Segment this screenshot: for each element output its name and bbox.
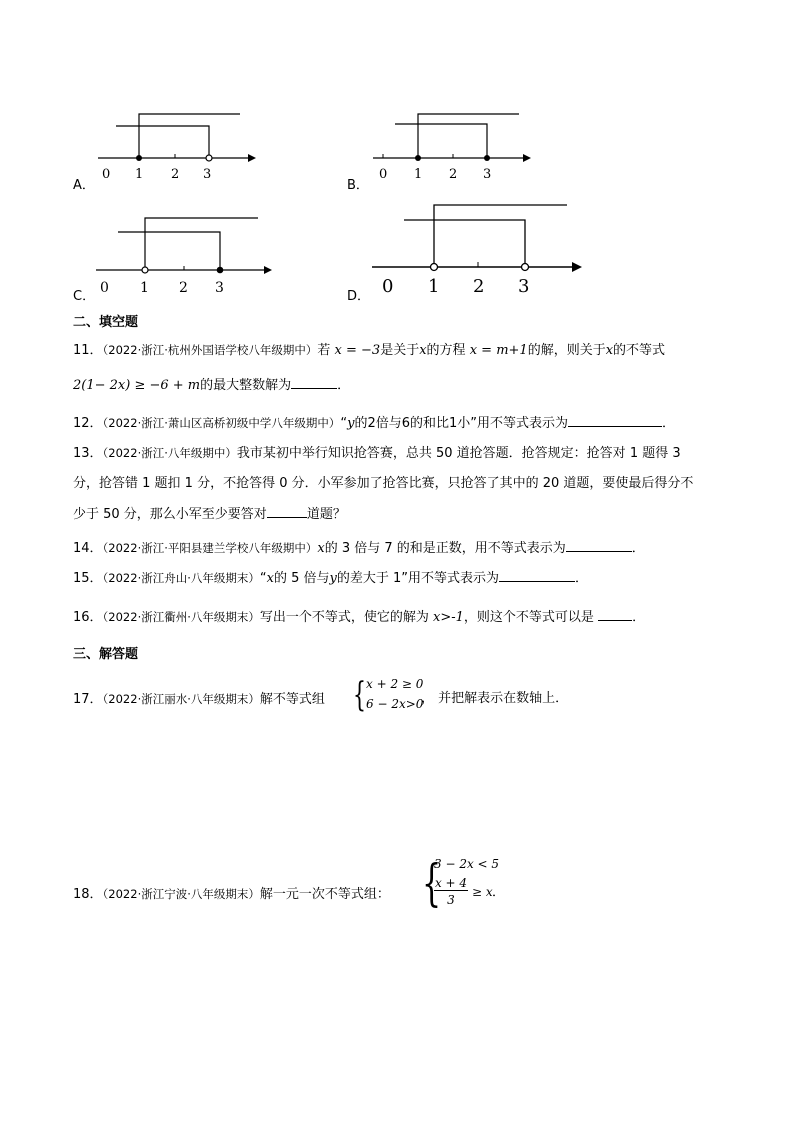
answer-blank[interactable] xyxy=(568,414,662,427)
q17-ineq1: x + 2 ≥ 0 xyxy=(366,677,424,691)
tick-3: 3 xyxy=(215,280,224,296)
question-16: 16．（2022·浙江衢州·八年级期末）写出一个不等式，使它的解为 x>-1，则这个不等式可以是 ． xyxy=(73,610,646,625)
question-source: （2022·浙江·八年级期中） xyxy=(102,446,237,460)
brace-18: { xyxy=(422,854,442,912)
tick-2: 2 xyxy=(179,280,188,296)
tick-2: 2 xyxy=(449,167,458,182)
tick-0: 0 xyxy=(379,167,388,182)
answer-blank[interactable] xyxy=(499,569,575,582)
question-15: 15．（2022·浙江舟山·八年级期末）“x的 5 倍与y的差大于 1”用不等式表示为 ． xyxy=(73,571,589,586)
tick-3: 3 xyxy=(203,167,212,182)
answer-blank[interactable] xyxy=(267,505,307,518)
question-number: 14． xyxy=(73,541,103,556)
question-source: （2022·浙江丽水·八年级期末） xyxy=(102,692,260,706)
q18-ineq2-tail: ≥ x xyxy=(472,885,493,899)
tick-1: 1 xyxy=(428,276,440,297)
tick-1: 1 xyxy=(140,280,149,296)
question-18-end: ． xyxy=(492,885,506,900)
question-14: 14．（2022·浙江·平阳县建兰学校八年级期中）x的 3 倍与 7 的和是正数，用不等式表示为 ． xyxy=(73,541,645,556)
tick-2: 2 xyxy=(171,167,180,182)
question-source: （2022·浙江宁波·八年级期末） xyxy=(102,887,260,901)
question-17-end: ， 并把解表示在数轴上． xyxy=(421,691,569,706)
answer-blank[interactable] xyxy=(566,539,632,552)
question-source: （2022·浙江·萧山区高桥初级中学八年级期中） xyxy=(102,416,341,430)
q18-ineq1: 3 − 2x < 5 xyxy=(434,857,500,871)
option-a-label: A． xyxy=(73,178,95,193)
tick-2: 2 xyxy=(473,276,485,297)
question-source: （2022·浙江衢州·八年级期末） xyxy=(102,610,260,624)
tick-3: 3 xyxy=(483,167,492,182)
question-12: 12．（2022·浙江·萧山区高桥初级中学八年级期中）“y的2倍与6的和比1小”用不等式表示为 ． xyxy=(73,416,676,431)
question-number: 16． xyxy=(73,610,103,625)
brace-17: { xyxy=(353,675,366,715)
option-d-label: D． xyxy=(347,289,371,304)
answer-blank[interactable] xyxy=(291,376,337,389)
question-number: 11． xyxy=(73,343,103,358)
question-18: 18．（2022·浙江宁波·八年级期末）解一元一次不等式组： xyxy=(73,887,390,902)
question-17: 17．（2022·浙江丽水·八年级期末）解不等式组 xyxy=(73,692,325,707)
tick-1: 1 xyxy=(414,167,423,182)
q18-frac-numerator: x + 4 xyxy=(434,876,468,890)
section-fill-in-title: 二、填空题 xyxy=(73,315,139,330)
question-source: （2022·浙江舟山·八年级期末） xyxy=(102,571,260,585)
option-c-number-line xyxy=(92,210,278,296)
question-source: （2022·浙江·杭州外国语学校八年级期中） xyxy=(102,343,318,357)
question-number: 13． xyxy=(73,446,103,461)
option-b-number-line xyxy=(367,106,537,186)
answer-blank[interactable] xyxy=(598,608,632,621)
question-13-line1: 13．（2022·浙江·八年级期中）我市某初中举行知识抢答赛，总共 50 道抢答题．抢答规定：抢答对 1 题得 3 xyxy=(73,446,681,461)
question-number: 17． xyxy=(73,692,103,707)
question-11-line1: 11．（2022·浙江·杭州外国语学校八年级期中）若 x = −3是关于x的方程 x = m+1的解，则关于x的不等式 xyxy=(73,343,666,358)
tick-0: 0 xyxy=(100,280,109,296)
question-13-line3: 少于 50 分，那么小军至少要答对 道题？ xyxy=(73,507,346,522)
option-a-number-line xyxy=(92,106,262,186)
option-c-label: C． xyxy=(73,289,96,304)
q17-ineq2: 6 − 2x>0 xyxy=(366,697,424,711)
tick-1: 1 xyxy=(135,167,144,182)
tick-0: 0 xyxy=(382,276,394,297)
question-number: 12． xyxy=(73,416,103,431)
tick-3: 3 xyxy=(518,276,530,297)
option-d-number-line xyxy=(368,198,590,300)
question-source: （2022·浙江·平阳县建兰学校八年级期中） xyxy=(102,541,318,555)
option-b-label: B． xyxy=(347,178,369,193)
question-13-line2: 分，抢答错 1 题扣 1 分，不抢答得 0 分．小军参加了抢答比赛，只抢答了其中的 20 道题，要使最后得分不 xyxy=(73,476,694,491)
q18-frac-denominator: 3 xyxy=(447,893,455,907)
section-solve-title: 三、解答题 xyxy=(73,647,139,662)
question-11-line2: 2(1− 2x) ≥ −6 + m的最大整数解为 ． xyxy=(73,378,351,393)
question-number: 18． xyxy=(73,887,103,902)
question-number: 15． xyxy=(73,571,103,586)
tick-0: 0 xyxy=(102,167,111,182)
